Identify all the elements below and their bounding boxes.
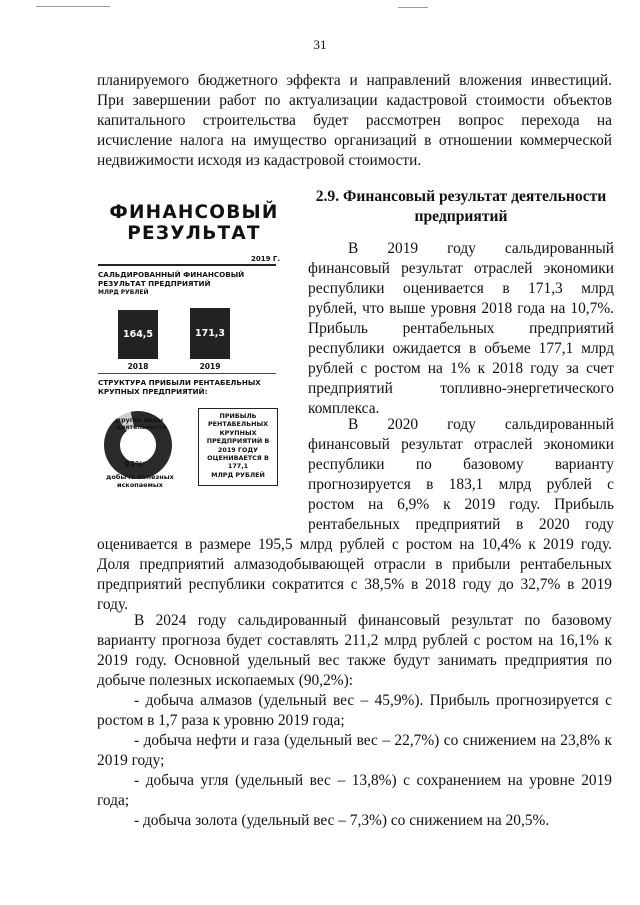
profit-box [198, 408, 278, 486]
profit-box-line: КРУПНЫХ [219, 428, 257, 437]
text-line: предприятий топливно-энергетического [308, 380, 614, 397]
text-line: планируемого бюджетного эффекта и направлений вложения инвестиций. [97, 72, 612, 89]
scan-mark-left [36, 6, 110, 7]
infographic-title [98, 202, 290, 244]
bar-value-label: 164,5 [122, 329, 154, 340]
page-number: 31 [313, 37, 327, 52]
text-line: предприятий республики сократится с 38,5% в 2018 году до 32,7% в 2019 [97, 576, 612, 593]
text-line: Доля предприятий алмазодобывающей отрасли в прибыли рентабельных [97, 556, 612, 573]
donut-label-mining: добыча полезных ископаемых [106, 473, 174, 489]
bar [118, 310, 158, 359]
text-line: комплекса. [308, 400, 380, 417]
profit-box-line: 2019 ГОДУ [217, 445, 259, 454]
year-tag: 2019 Г. [250, 255, 280, 263]
bullet-line: - добыча алмазов (удельный вес – 45,9%). Прибыль прогнозируется с [134, 692, 612, 709]
full-paragraph-continuation [97, 535, 612, 615]
text-line: республики ожидается в объеме 177,1 млрд [308, 340, 614, 357]
text-line: финансовый результат отраслей экономики [308, 436, 614, 453]
text-line: В 2019 году сальдированный [348, 240, 614, 257]
text-line: В 2020 году сальдированный [348, 416, 614, 433]
section-heading-line: предприятий [414, 208, 508, 225]
bar-category-label: 2018 [127, 362, 149, 371]
bullet-list [97, 691, 612, 831]
chart-unit: МЛРД РУБЛЕЙ [98, 289, 149, 296]
column-paragraph-2019 [308, 239, 614, 419]
text-line: рублей с ростом на 1% к 2018 году за счет [308, 360, 614, 377]
bar-value-label: 171,3 [194, 328, 226, 339]
text-line: рублей, что выше уровня 2018 года на 10,7%. [308, 300, 614, 317]
divider [98, 373, 276, 374]
text-line: исчисление налога на имущество организаций в отношении коммерческой [97, 132, 612, 149]
text-line: рентабельных предприятий в 2020 году [308, 516, 614, 533]
infographic-title-line: РЕЗУЛЬТАТ [127, 223, 261, 244]
scan-mark-right [398, 7, 428, 8]
bar [190, 308, 230, 359]
divider [98, 264, 276, 266]
donut-percent: 93% [124, 460, 144, 469]
text-line: республики оценивается в 171,3 млрд [308, 280, 614, 297]
column-paragraph-2020 [308, 415, 614, 535]
paragraph-2024 [97, 611, 612, 691]
bullet-line: ростом в 1,7 раза к уровню 2019 года; [97, 712, 345, 729]
text-line: прогнозируется в 183,1 млрд рублей с [308, 476, 614, 493]
text-line: году. [97, 596, 129, 613]
chart-title: САЛЬДИРОВАННЫЙ ФИНАНСОВЫЙ РЕЗУЛЬТАТ ПРЕДПРИЯТИЙ [98, 270, 245, 288]
bullet-line: 2019 году; [97, 752, 165, 769]
infographic [98, 198, 290, 498]
text-line: финансовый результат отраслей экономики [308, 260, 614, 277]
profit-box-line: ПРЕДПРИЯТИЙ В [206, 437, 270, 446]
profit-box-line: ОЦЕНИВАЕТСЯ В 177,1 [207, 454, 269, 471]
text-line: варианту прогноза будет составлять 211,2 млрд рублей с ростом на 16,1% к [97, 632, 612, 649]
text-line: добыче полезных ископаемых (90,2%): [97, 672, 354, 689]
text-line: капитального строительства будет рассмотрен вопрос перехода на [97, 112, 612, 129]
bullet-line: года; [97, 792, 130, 809]
top-paragraph [97, 71, 612, 171]
bullet-line: - добыча угля (удельный вес – 13,8%) с сохранением на уровне 2019 [134, 772, 612, 789]
text-line: При завершении работ по актуализации кадастровой стоимости объектов [97, 92, 612, 109]
donut-hole [121, 428, 155, 462]
text-line: республики по базовому варианту [308, 456, 614, 473]
text-line: Прибыль рентабельных предприятий [308, 320, 614, 337]
section-heading-line: 2.9. Финансовый результат деятельности [315, 188, 607, 205]
structure-title: СТРУКТУРА ПРИБЫЛИ РЕНТАБЕЛЬНЫХ КРУПНЫХ ПРЕДПРИЯТИЙ: [98, 378, 261, 396]
profit-box-line: ПРИБЫЛЬ [219, 412, 257, 420]
text-line: 2019 году. Основной удельный вес также будут занимать предприятия по [97, 652, 612, 669]
bullet-line: - добыча нефти и газа (удельный вес – 22,7%) со снижением на 23,8% к [134, 732, 612, 749]
section-heading [308, 187, 614, 227]
text-line: В 2024 году сальдированный финансовый результат по базовому [134, 612, 612, 629]
text-line: недвижимости исходя из кадастровой стоимости. [97, 152, 422, 169]
bar-category-label: 2019 [199, 362, 221, 371]
donut-label-other: другие виды деятельности [116, 417, 167, 431]
text-line: ростом на 6,9% к 2019 году. Прибыль [308, 496, 614, 513]
profit-box-line: МЛРД РУБЛЕЙ [211, 470, 265, 479]
bullet-line: - добыча золота (удельный вес – 7,3%) со снижением на 20,5%. [134, 812, 550, 829]
infographic-title-line: ФИНАНСОВЫЙ [109, 202, 279, 223]
text-line: оценивается в размере 195,5 млрд рублей с ростом на 10,4% к 2019 году. [97, 536, 612, 553]
profit-box-line: РЕНТАБЕЛЬНЫХ [207, 420, 268, 429]
